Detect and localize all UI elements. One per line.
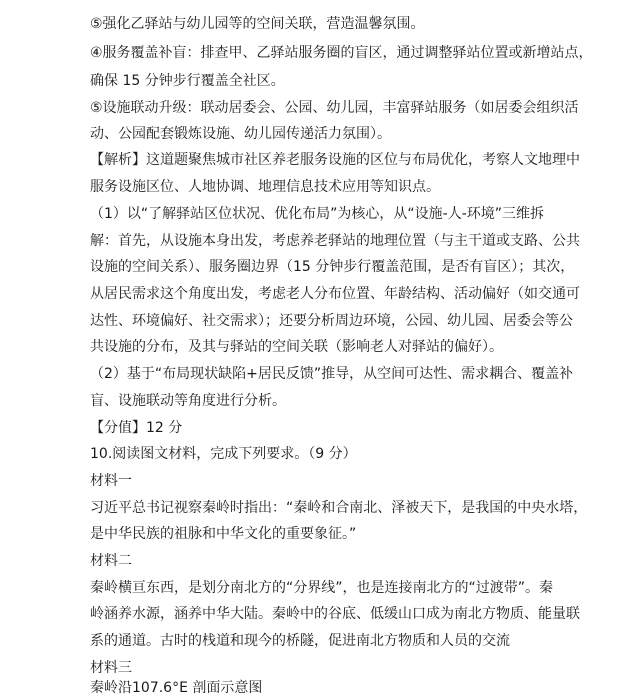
- text-line: 解：首先，从设施本身出发，考虑养老驿站的地理位置（与主干道或支路、公共: [90, 233, 580, 249]
- material-heading: 材料三: [90, 660, 132, 676]
- text-line: 盲、设施联动等角度进行分析。: [90, 393, 286, 409]
- analysis-heading-line: 【解析】这道题聚焦城市社区养老服务设施的区位与布局优化，考察人文地理中: [90, 152, 580, 168]
- text-line: 从居民需求这个角度出发，考虑老人分布位置、年龄结构、活动偏好（如交通可: [90, 286, 580, 302]
- text-line: 岭涵养水源，涵养中华大陆。秦岭中的谷底、低缓山口成为南北方物质、能量联: [90, 606, 580, 622]
- score-line: 【分值】12 分: [90, 420, 183, 436]
- text-line: 动、公园配套锻炼设施、幼儿园传递活力氛围）。: [90, 126, 391, 142]
- text-line: ⑤强化乙驿站与幼儿园等的空间关联，营造温馨氛围。: [90, 16, 425, 32]
- material-heading: 材料二: [90, 553, 132, 569]
- text-line: 设施的空间关系）、服务圈边界（15 分钟步行覆盖范围，是否有盲区）；其次，: [90, 259, 575, 275]
- text-line: 确保 15 分钟步行覆盖全社区。: [90, 73, 285, 89]
- text-line: （1）以“了解驿站区位状况、优化布局”为核心，从“设施-人-环境”三维拆: [90, 206, 545, 222]
- text-line: 系的通道。古时的栈道和现今的桥隧，促进南北方物质和人员的交流: [90, 633, 510, 649]
- material-heading: 材料一: [90, 473, 132, 489]
- text-line: 共设施的分布，及其与驿站的空间关联（影响老人对驿站的偏好）。: [90, 339, 503, 355]
- text-line: ④服务覆盖补盲：排查甲、乙驿站服务圈的盲区，通过调整驿站位置或新增站点，: [90, 45, 593, 61]
- text-line: 是中华民族的祖脉和中华文化的重要象征。”: [90, 526, 357, 542]
- text-line: （2）基于“布局现状缺陷+居民反馈”推导，从空间可达性、需求耦合、覆盖补: [90, 366, 574, 382]
- text-line: 服务设施区位、人地协调、地理信息技术应用等知识点。: [90, 179, 440, 195]
- figure-caption: 秦岭沿107.6°E 剖面示意图: [90, 680, 263, 696]
- text-line: 秦岭横亘东西，是划分南北方的“分界线”，也是连接南北方的“过渡带”。秦: [90, 580, 554, 596]
- text-line: ⑤设施联动升级：联动居委会、公园、幼儿园，丰富驿站服务（如居委会组织活: [90, 100, 579, 116]
- text-line: 习近平总书记视察秦岭时指出：“秦岭和合南北、泽被天下，是我国的中央水塔，: [90, 500, 588, 516]
- question-heading: 10.阅读图文材料，完成下列要求。（9 分）: [90, 446, 357, 462]
- text-line: 达性、环境偏好、社交需求）；还要分析周边环境，公园、幼儿园、居委会等公: [90, 313, 573, 329]
